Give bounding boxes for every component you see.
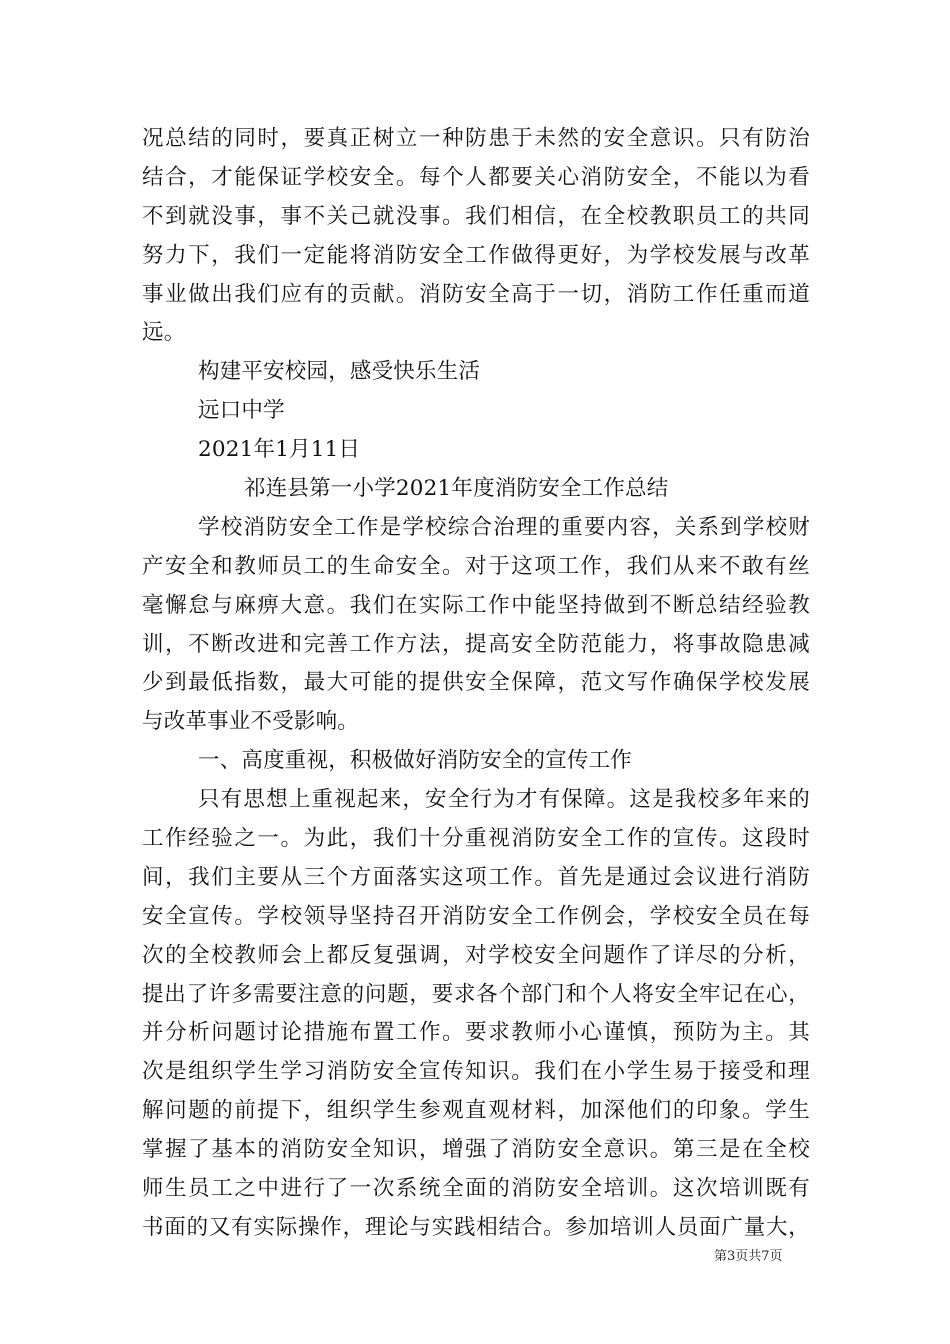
text-line: 并分析问题讨论措施布置工作。要求教师小心谨慎，预防为主。其: [142, 1020, 810, 1046]
text-line: 况总结的同时，要真正树立一种防患于未然的安全意识。只有防治: [142, 126, 810, 151]
text-line: 构建平安校园，感受快乐生活: [198, 359, 481, 385]
text-line: 次是组织学生学习消防安全宣传知识。我们在小学生易于接受和理: [142, 1059, 810, 1085]
text-line: 努力下，我们一定能将消防安全工作做得更好，为学校发展与改革: [142, 242, 810, 268]
text-line: 安全宣传。学校领导坚持召开消防安全工作例会，学校安全员在每: [142, 903, 810, 929]
text-line: 事业做出我们应有的贡献。消防安全高于一切，消防工作任重而道: [142, 281, 810, 307]
text-line: 间，我们主要从三个方面落实这项工作。首先是通过会议进行消防: [142, 864, 810, 890]
text-line: 书面的又有实际操作，理论与实践相结合。参加培训人员面广量大，: [142, 1214, 810, 1240]
text-line: 训，不断改进和完善工作方法，提高安全防范能力，将事故隐患减: [142, 631, 810, 657]
text-line: 提出了许多需要注意的问题，要求各个部门和个人将安全牢记在心，: [142, 981, 810, 1007]
text-line: 与改革事业不受影响。: [142, 709, 360, 735]
text-line: 少到最低指数，最大可能的提供安全保障，范文写作确保学校发展: [142, 670, 810, 696]
document-title: 祁连县第一小学2021年度消防安全工作总结: [244, 476, 669, 502]
text-line: 学校消防安全工作是学校综合治理的重要内容，关系到学校财: [198, 514, 810, 540]
text-line: 不到就没事，事不关己就没事。我们相信，在全校教职员工的共同: [142, 203, 810, 229]
document-body: [142, 120, 810, 1248]
text-line: 毫懈怠与麻痹大意。我们在实际工作中能坚持做到不断总结经验教: [142, 592, 810, 618]
text-line: 远口中学: [198, 398, 285, 424]
text-line: 次的全校教师会上都反复强调，对学校安全问题作了详尽的分析，: [142, 942, 810, 968]
text-line: 解问题的前提下，组织学生参观直观材料，加深他们的印象。学生: [142, 1098, 810, 1124]
page-number: 第3页共7页: [714, 1249, 783, 1264]
text-line: 掌握了基本的消防安全知识，增强了消防安全意识。第三是在全校: [142, 1137, 810, 1163]
text-line: 工作经验之一。为此，我们十分重视消防安全工作的宣传。这段时: [142, 826, 810, 852]
text-line: 只有思想上重视起来，安全行为才有保障。这是我校多年来的: [198, 787, 810, 813]
text-line: 一、高度重视，积极做好消防安全的宣传工作: [198, 748, 633, 774]
text-line: 2021年1月11日: [198, 437, 361, 463]
text-line: 产安全和教师员工的生命安全。对于这项工作，我们从来不敢有丝: [142, 553, 810, 579]
text-line: 师生员工之中进行了一次系统全面的消防安全培训。这次培训既有: [142, 1176, 810, 1202]
text-line: 远。: [142, 320, 186, 346]
text-line: 结合，才能保证学校安全。每个人都要关心消防安全，不能以为看: [142, 164, 810, 190]
